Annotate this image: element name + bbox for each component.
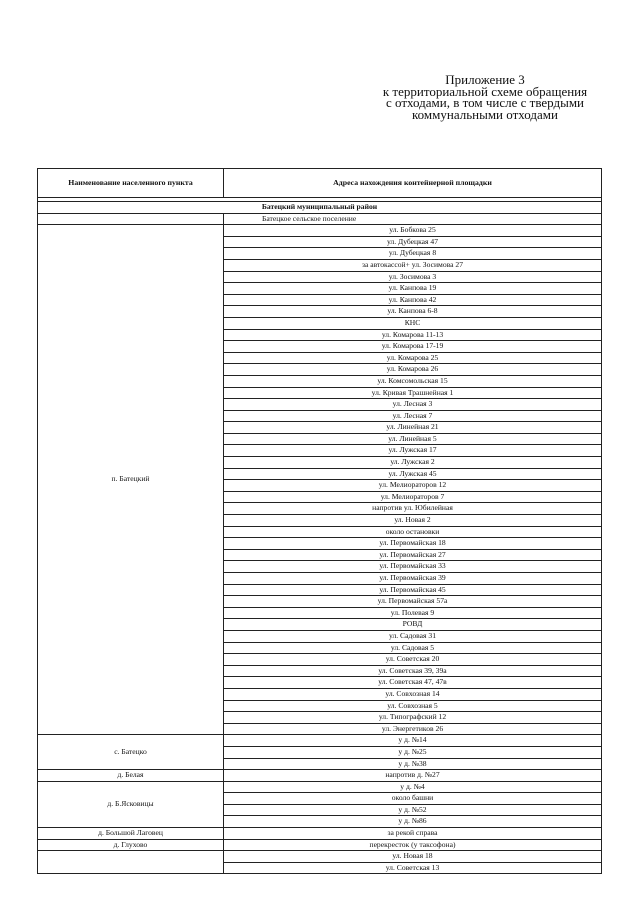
settlement-row <box>38 213 602 225</box>
address-cell: ул. Полевая 9 <box>224 607 602 619</box>
address-cell: у д. №52 <box>224 804 602 816</box>
address-cell: ул. Зосимова 3 <box>224 271 602 283</box>
address-cell: ул. Совхозная 14 <box>224 688 602 700</box>
address-cell: ул. Комарова 11-13 <box>224 329 602 341</box>
address-cell: ул. Советская 20 <box>224 654 602 666</box>
settlement-name: Батецкое сельское поселение <box>224 213 602 225</box>
address-cell: ул. Лужская 45 <box>224 468 602 480</box>
address-cell: у д. №86 <box>224 816 602 828</box>
address-cell: ул. Садовая 31 <box>224 630 602 642</box>
appendix-subtitle-line3: коммунальными отходами <box>412 106 558 122</box>
address-cell: ул. Лесная 3 <box>224 399 602 411</box>
address-cell: ул. Мелиораторов 7 <box>224 491 602 503</box>
address-cell: ул. Канпова 19 <box>224 283 602 295</box>
address-cell: за автокассой+ ул. Зосимова 27 <box>224 259 602 271</box>
locality-cell: д. Белая <box>38 770 224 782</box>
address-cell: ул. Линейная 5 <box>224 433 602 445</box>
address-cell: ул. Лесная 7 <box>224 410 602 422</box>
address-cell: ул. Совхозная 5 <box>224 700 602 712</box>
table-row <box>38 839 602 851</box>
address-cell: напротив д. №27 <box>224 770 602 782</box>
table-row <box>38 225 602 237</box>
address-cell: КНС <box>224 317 602 329</box>
address-cell: ул. Новая 18 <box>224 851 602 863</box>
locality-cell: с. Батецко <box>38 735 224 770</box>
address-cell: ул. Канпова 42 <box>224 294 602 306</box>
address-cell: ул. Лужская 17 <box>224 445 602 457</box>
address-cell: ул. Первомайская 27 <box>224 549 602 561</box>
address-cell: ул. Садовая 5 <box>224 642 602 654</box>
container-sites-table <box>37 168 602 874</box>
locality-cell: п. Батецкий <box>38 225 224 735</box>
address-cell: ул. Первомайская 39 <box>224 573 602 585</box>
district-row <box>38 202 602 214</box>
address-cell: ул. Комарова 17-19 <box>224 341 602 353</box>
address-cell: ул. Комарова 25 <box>224 352 602 364</box>
address-cell: ул. Советская 13 <box>224 862 602 874</box>
address-cell: ул. Лужская 2 <box>224 457 602 469</box>
address-cell: РОВД <box>224 619 602 631</box>
address-cell: ул. Новая 2 <box>224 515 602 527</box>
address-cell: у д. №14 <box>224 735 602 747</box>
table-header-row <box>38 169 602 198</box>
address-cell: ул. Кривая Трашнейная 1 <box>224 387 602 399</box>
address-cell: у д. №4 <box>224 781 602 793</box>
address-cell: ул. Комарова 26 <box>224 364 602 376</box>
locality-cell: д. Б.Ясковицы <box>38 781 224 827</box>
address-cell: у д. №38 <box>224 758 602 770</box>
address-cell: ул. Первомайская 33 <box>224 561 602 573</box>
address-cell: ул. Бобкова 25 <box>224 225 602 237</box>
address-cell: ул. Дубецкая 47 <box>224 236 602 248</box>
col-header-locality: Наименование населенного пункта <box>38 169 224 198</box>
address-cell: ул. Дубецкая 8 <box>224 248 602 260</box>
locality-cell <box>38 851 224 874</box>
address-cell: ул. Типографский 12 <box>224 712 602 724</box>
col-header-address: Адреса нахождения контейнерной площадки <box>224 169 602 198</box>
table-row <box>38 828 602 840</box>
appendix-title: Приложение 3 <box>445 72 525 87</box>
locality-cell: д. Большой Лаговец <box>38 828 224 840</box>
table-row <box>38 781 602 793</box>
address-cell: ул. Советская 47, 47в <box>224 677 602 689</box>
district-name: Батецкий муниципальный район <box>38 202 602 214</box>
table-row <box>38 770 602 782</box>
document-header <box>300 74 640 120</box>
address-cell: около башни <box>224 793 602 805</box>
address-cell: за рекой справа <box>224 828 602 840</box>
address-cell: ул. Советская 39, 39а <box>224 665 602 677</box>
table-row <box>38 851 602 863</box>
appendix-subtitle-line1: к территориальной схеме обращения <box>382 83 588 99</box>
address-cell: ул. Первомайская 45 <box>224 584 602 596</box>
address-cell: ул. Мелиораторов 12 <box>224 480 602 492</box>
appendix-subtitle-line2: с отходами, в том числе с твердыми <box>385 95 585 110</box>
address-cell: ул. Линейная 21 <box>224 422 602 434</box>
address-cell: около остановки <box>224 526 602 538</box>
address-cell: ул. Канпова 6-8 <box>224 306 602 318</box>
address-cell: ул. Энергетиков 26 <box>224 723 602 735</box>
table-row <box>38 735 602 747</box>
address-cell: ул. Первомайская 57а <box>224 596 602 608</box>
address-cell: ул. Первомайская 18 <box>224 538 602 550</box>
address-cell: у д. №25 <box>224 746 602 758</box>
address-cell: ул. Комсомольская 15 <box>224 375 602 387</box>
locality-cell: д. Глухово <box>38 839 224 851</box>
address-cell: перекресток (у таксофона) <box>224 839 602 851</box>
address-cell: напротив ул. Юбилейная <box>224 503 602 515</box>
